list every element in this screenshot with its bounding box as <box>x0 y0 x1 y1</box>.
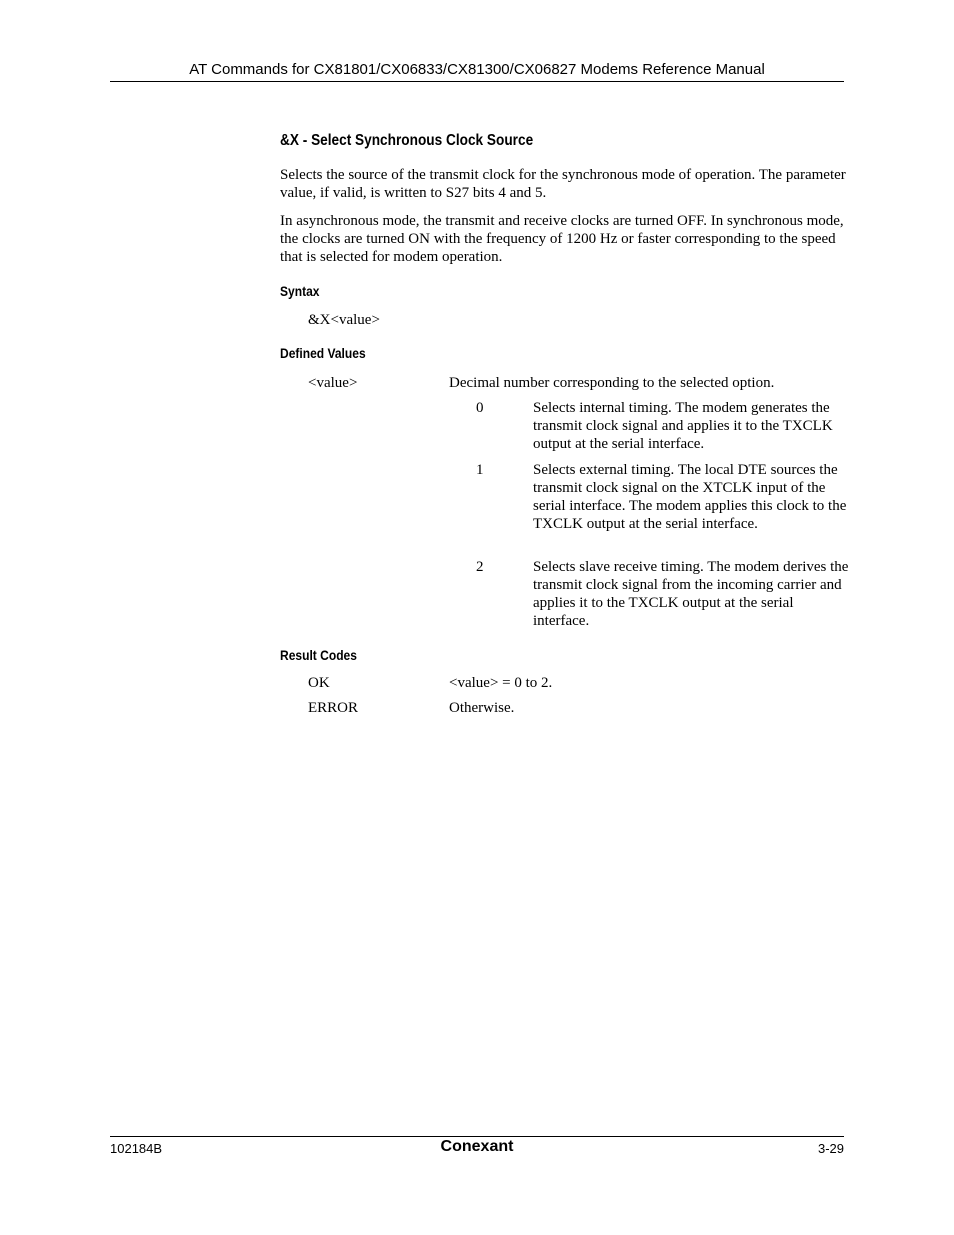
syntax-command: &X<value> <box>308 312 380 328</box>
option-description-0: Selects internal timing. The modem generates the transmit clock signal and applies it to the TXCLK output at the serial interface. <box>533 400 833 452</box>
option-description-2: Selects slave receive timing. The modem derives the transmit clock signal from the incoming carrier and applies it to the TXCLK output at the serial interface. <box>533 559 849 629</box>
defined-values-heading: Defined Values <box>280 345 366 361</box>
footer-rule <box>110 1136 844 1137</box>
running-header: AT Commands for CX81801/CX06833/CX81300/CX06827 Modems Reference Manual <box>110 60 844 82</box>
footer-doc-number: 102184B <box>110 1141 163 1156</box>
footer-page-number: 3-29 <box>817 1141 844 1156</box>
intro-paragraph-1: Selects the source of the transmit clock for the synchronous mode of operation. The parameter value, if valid, is written to S27 bits 4 and 5. <box>280 167 846 201</box>
section-title: &X - Select Synchronous Clock Source <box>280 132 534 149</box>
option-value-2: 2 <box>476 559 484 575</box>
footer-company: Conexant <box>440 1138 514 1155</box>
param-description: Decimal number corresponding to the selected option. <box>449 375 775 391</box>
result-code-ok-description: <value> = 0 to 2. <box>449 675 553 691</box>
option-value-0: 0 <box>476 400 484 416</box>
syntax-heading: Syntax <box>280 283 320 299</box>
result-code-error-description: Otherwise. <box>449 700 515 716</box>
option-description-1: Selects external timing. The local DTE sources the transmit clock signal on the XTCLK input of the serial interface. The modem applies this clock to the TXCLK output at the serial interface. <box>533 462 847 532</box>
param-name: <value> <box>308 375 358 391</box>
result-codes-heading: Result Codes <box>280 647 357 663</box>
intro-paragraph-2: In asynchronous mode, the transmit and receive clocks are turned OFF. In synchronous mode, the clocks are turned ON with the frequency of 1200 Hz or faster corresponding to the speed that is selected for modem operation. <box>280 213 844 265</box>
result-code-error: ERROR <box>308 700 359 716</box>
result-code-ok: OK <box>308 675 330 691</box>
option-value-1: 1 <box>476 462 484 478</box>
